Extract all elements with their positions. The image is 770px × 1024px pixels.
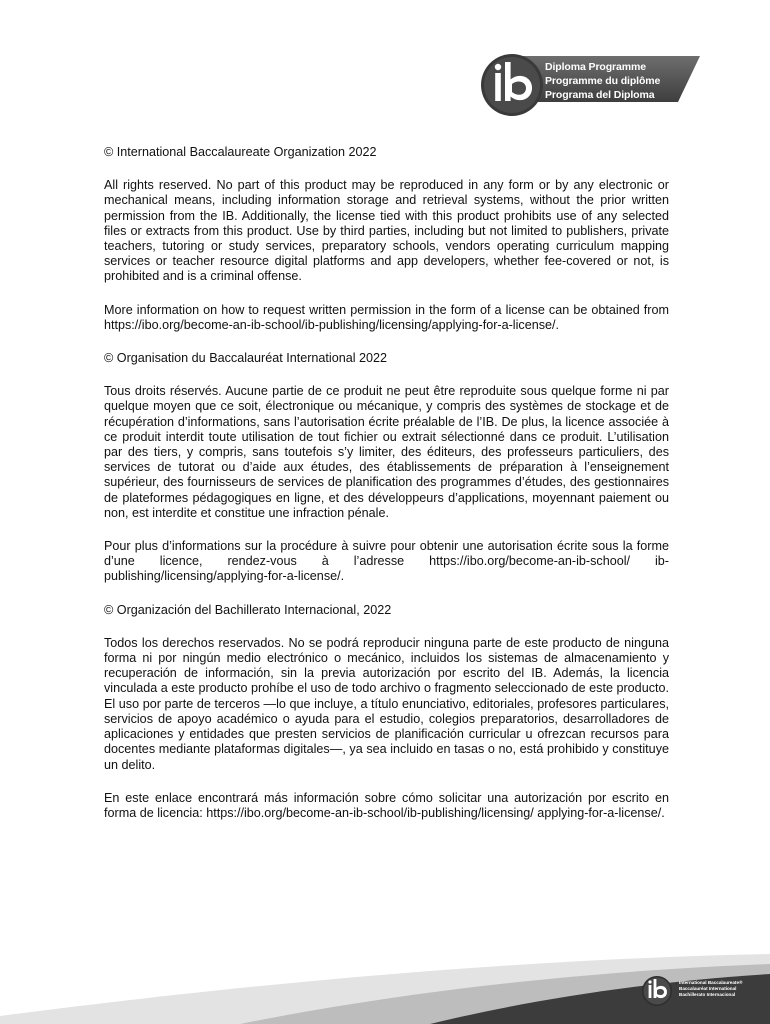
footer-band	[0, 930, 770, 1024]
header-logo-text	[545, 60, 660, 102]
copyright-heading-fr: © Organisation du Baccalauréat International 2022	[104, 351, 388, 366]
rights-paragraph-es: Todos los derechos reservados. No se podrá reproducir ninguna parte de este producto de ninguna forma ni por ningún medio electrónico o mecánico, incluidos los sistemas de almacenamiento y recuperación de información, sin la previa autorización por escrito del IB. Además, la licencia vinculada a este producto prohíbe el uso de todo archivo o fragmento seleccionado de este producto. El uso por parte de terceros —lo que incluye, a título enunciativo, editoriales, profesores particulares, servicios de apoyo académico o ayuda para el estudio, colegios preparatorios, desarrolladores de aplicaciones y entidades que presten servicios de planificación curricular u ofrezcan recursos para docentes mediante plataformas digitales—, ya sea incluido en tasas o no, está prohibido y constituye un delito.	[104, 635, 669, 772]
header-logo-line: Programme du diplôme	[545, 75, 661, 87]
header-logo-line: Diploma Programme	[545, 61, 646, 73]
rights-paragraph-fr: Tous droits réservés. Aucune partie de ce produit ne peut être reproduite sous quelque forme ni par quelque moyen que ce soit, électronique ou mécanique, y compris des systèmes de stockage et de récupération d’informations, sans l’autorisation écrite préalable de l’IB. De plus, la licence associée à ce produit interdit toute utilisation de tout fichier ou extrait sélectionné dans ce produit. L’utilisation par des tiers, y compris, sans toutefois s’y limiter, des éditeurs, des professeurs particuliers, des services de tutorat ou d’aide aux études, des établissements de préparation à l’enseignement supérieur, des fournisseurs de services de planification des programmes d’études, des gestionnaires de plateformes pédagogiques en ligne, et des développeurs d’applications, moyennant paiement ou non, est interdite et constitue une infraction pénale.	[104, 384, 669, 520]
copyright-heading-en: © International Baccalaureate Organization 2022	[104, 145, 377, 159]
footer-logo-line: International Baccalaureate®	[679, 980, 743, 985]
header-logo-line: Programa del Diploma	[545, 89, 655, 101]
footer-logo-text	[679, 980, 742, 998]
copyright-heading-es: © Organización del Bachillerato Internacional, 2022	[104, 602, 392, 617]
more-info-paragraph-en: More information on how to request written permission in the form of a license can be obtained from https://ibo.org/become-an-ib-school/ib-publishing/licensing/applying-for-a-license/.	[104, 302, 669, 332]
more-info-paragraph-es: En este enlace encontrará más información sobre cómo solicitar una autorización por escrito en forma de licencia: https://ibo.org/become-an-ib-school/ib-publishing/licensing/ applying-for-a-license/.	[104, 790, 669, 820]
footer-logo-line: Baccalauréat International	[679, 986, 737, 991]
copyright-content	[104, 145, 669, 839]
more-info-paragraph-fr: Pour plus d’informations sur la procédure à suivre pour obtenir une autorisation écrite sous la forme d’une licence, rendez-vous à l’adresse https://ibo.org/become-an-ib-school/ ib-publishing/licensing/applying-for-a-license/.	[104, 539, 669, 584]
rights-paragraph-en: All rights reserved. No part of this product may be reproduced in any form or by any electronic or mechanical means, including information storage and retrieval systems, without the prior written permission from the IB. Additionally, the license tied with this product prohibits use of any selected files or extracts from this product. Use by third parties, including but not limited to publishers, private teachers, tutoring or study services, preparatory schools, vendors operating curriculum mapping services or teacher resource digital platforms and app developers, whether fee-covered or not, is prohibited and is a criminal offense.	[104, 178, 669, 284]
footer-logo-line: Bachillerato Internacional	[679, 992, 736, 997]
